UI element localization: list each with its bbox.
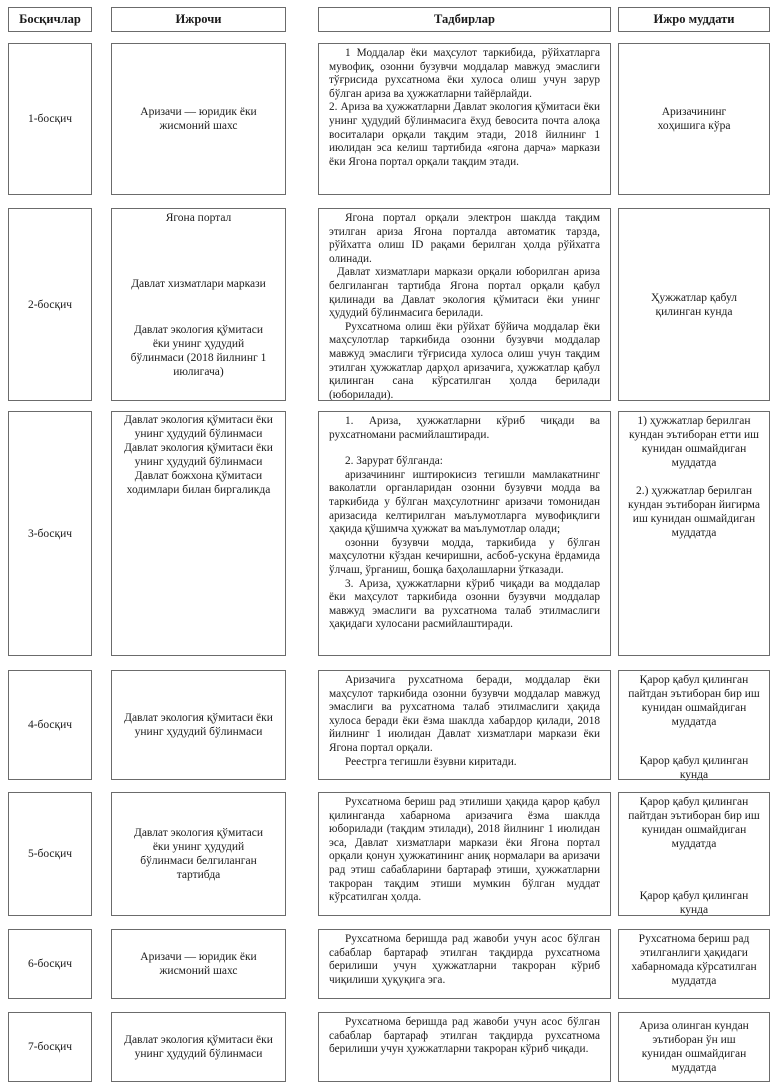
measure-paragraph: 3. Ариза, ҳужжатларни кўриб чиқади ва моддалар ёки маҳсулот таркибида озонни бузувчи моддалар мавжуд эмаслиги ва рухсатнома талаб этилмаслиги ҳақидаги хулосани расмийлаштиради.: [329, 577, 600, 631]
stage-cell: [8, 43, 92, 195]
stage-label: 7-босқич: [27, 1041, 73, 1053]
deadline-text: 2.) ҳужжатлар берилган кундан эътиборан йигирма иш кунидан ошмайдиган муддатда: [628, 485, 760, 539]
executor-text: Давлат экология қўмитаси ёки унинг ҳудудий бўлинмаси белгиланган тартибда: [133, 827, 264, 881]
header-deadline: [618, 7, 770, 32]
measure-paragraph: Рухсатнома бериш рад этилиши ҳақида қарор қабул қилинганда хабарнома аризачига ёзма шаклда юборилади (тақдим этилади), 2018 йилнинг 1 июлидан эса, Давлат хизматлари маркази ёки Ягона портал орқали қонун ҳужжатининг аниқ нормалари ва аризачи рад этиш сабабларини бартараф этиши, ҳужжатларни такроран тақдим этиши мумкин бўлган муддат кўрсатилган ҳолда.: [329, 796, 600, 904]
deadline-cell: [618, 411, 770, 656]
header-measures-label: Тадбирлар: [434, 12, 495, 26]
stage-cell: [8, 1012, 92, 1082]
stage-label: 4-босқич: [27, 719, 73, 731]
deadline-text: Қарор қабул қилинган кунда: [639, 755, 749, 781]
header-executor: [111, 7, 286, 32]
stage-label: 2-босқич: [27, 298, 73, 311]
measures-cell: [318, 670, 611, 780]
measures-cell: [318, 43, 611, 195]
executor-text: Давлат экология қўмитаси ёки унинг ҳудудий бўлинмаси (2018 йилнинг 1 июлигача): [130, 324, 267, 378]
stage-cell: [8, 929, 92, 999]
executor-cell: [111, 670, 286, 780]
measure-paragraph: 1. Ариза, ҳужжатларни кўриб чиқади ва рухсатномани расмийлаштиради.: [329, 415, 600, 441]
header-stage-label: Босқичлар: [19, 12, 81, 26]
executor-cell: [111, 1012, 286, 1082]
deadline-cell: [618, 792, 770, 916]
deadline-text: Қарор қабул қилинган кунда: [639, 890, 749, 916]
deadline-text: Рухсатнома бериш рад этилганлиги ҳақидаги хабарномада кўрсатилган муддатда: [631, 933, 757, 987]
deadline-cell: [618, 929, 770, 999]
deadline-text: 1) ҳужжатлар берилган кундан эътиборан етти иш кунидан ошмайдиган муддатда: [628, 415, 760, 469]
measure-paragraph: Рухсатнома беришда рад жавоби учун асос бўлган сабаблар бартараф этилган тақдирда рухсатнома берилиши учун ҳужжатларни такроран кўриб чиқади.: [329, 1016, 600, 1056]
deadline-cell: [618, 208, 770, 401]
measure-paragraph: Реестрга тегишли ёзувни киритади.: [345, 755, 517, 768]
measure-paragraph: аризачининг иштирокисиз тегишли мамлакатнинг ваколатли органларидан озонни бузувчи модда ва таркибида у бўлган маҳсулотнинг аризачи томонидан аризасида келтирилган маълумотларга мувофиқлиги ҳақида қўшимча ҳужжат ва маълумотлар олади;: [329, 468, 600, 536]
stage-cell: [8, 792, 92, 916]
executor-stack: [112, 412, 285, 497]
measure-paragraph: 2. Ариза ва ҳужжатларни Давлат экология қўмитаси ёки унинг ҳудудий бўлинмасига ёхуд бевосита почта алоқа воситалари орқали тақдим этади, 2018 йилнинг 1 июлидан эса келиш тартибида «ягона дарча» маркази ёки Ягона портал орқали тақдим этади.: [329, 101, 600, 168]
stage-cell: [8, 670, 92, 780]
executor-text: Давлат экология қўмитаси ёки унинг ҳудудий бўлинмаси: [124, 1034, 273, 1060]
executor-text: Давлат экология қўмитаси ёки унинг ҳудудий бўлинмаси: [124, 442, 273, 468]
executor-text: Давлат божхона қўмитаси ходимлари билан биргаликда: [126, 470, 271, 496]
measure-paragraph: Аризачига рухсатнома беради, моддалар ёки маҳсулот таркибида озонни бузувчи моддалар мавжуд эмаслиги ва рухсатнома талаб этилмаслиги ҳақида хулоса беради ёки ёзма шаклда хабардор қилади, 2018 йилнинг 1 июлидан Давлат хизматлари маркази ёки Ягона портал орқали.: [329, 674, 600, 754]
stage-cell: [8, 411, 92, 656]
deadline-text: Қарор қабул қилинган пайтдан эътиборан бир иш кунидан ошмайдиган муддатда: [628, 674, 760, 728]
executor-text: Аризачи — юридик ёки жисмоний шахс: [140, 106, 257, 132]
header-executor-label: Ижрочи: [175, 12, 222, 26]
executor-cell: [111, 792, 286, 916]
deadline-text: Аризачининг хоҳишига кўра: [657, 106, 731, 132]
executor-cell: [111, 208, 286, 401]
measure-paragraph: 2. Зарурат бўлганда:: [345, 455, 443, 468]
stage-label: 6-босқич: [27, 958, 73, 970]
executor-text: Давлат хизматлари маркази: [131, 278, 266, 290]
measure-paragraph: Ягона портал орқали электрон шаклда тақдим этилган ариза Ягона порталда автоматик тарзда, рўйхатга олиш ID рақами берилган ҳолда рўйхатга олинади.: [329, 212, 600, 265]
measures-cell: [318, 929, 611, 999]
header-stage: [8, 7, 92, 32]
header-deadline-label: Ижро муддати: [653, 12, 735, 26]
deadline-text: Ҳужжатлар қабул қилинган кунда: [651, 291, 737, 318]
measure-paragraph: Рухсатнома олиш ёки рўйхат бўйича моддалар ёки маҳсулотлар таркибида озонни бузувчи моддалар мавжуд эмаслиги тўғрисида хулоса олиш учун тақдим этилган ҳужжатлар дарҳол аризачига, ҳужжатлар қабул қилинган сана кўрсатилган ҳолда берилади (юборилади).: [329, 320, 600, 401]
executor-cell: [111, 411, 286, 656]
stage-label: 3-босқич: [27, 527, 73, 540]
measure-paragraph: 1 Моддалар ёки маҳсулот таркибида, рўйхатларга мувофиқ, озонни бузувчи моддалар мавжуд эмаслиги тўғрисида рухсатнома ёки хулоса олиш учун зарур бўлган ариза ва ҳужжатларни тайёрлайди.: [329, 47, 600, 100]
measures-cell: [318, 1012, 611, 1082]
measure-paragraph: озонни бузувчи модда, таркибида у бўлган маҳсулотни кўздан кечиришни, асбоб-ускуна ёрдамида ўлчаш, ўрганиш, бошқа баҳолашларни ўтказади.: [329, 536, 600, 576]
executor-text: Давлат экология қўмитаси ёки унинг ҳудудий бўлинмаси: [124, 414, 273, 440]
deadline-cell: [618, 1012, 770, 1082]
executor-cell: [111, 43, 286, 195]
deadline-cell: [618, 43, 770, 195]
deadline-text: Ариза олинган кундан эътиборан ўн иш кунидан ошмайдиган муддатда: [639, 1020, 749, 1074]
deadline-text: Қарор қабул қилинган пайтдан эътиборан бир иш кунидан ошмайдиган муддатда: [628, 796, 760, 850]
measures-cell: [318, 411, 611, 656]
deadline-cell: [618, 670, 770, 780]
executor-text: Давлат экология қўмитаси ёки унинг ҳудудий бўлинмаси: [124, 712, 273, 738]
stage-label: 1-босқич: [27, 113, 73, 125]
header-measures: [318, 7, 611, 32]
executor-cell: [111, 929, 286, 999]
measure-paragraph: Рухсатнома беришда рад жавоби учун асос бўлган сабаблар бартараф этилган тақдирда рухсатнома берилиши учун ҳужжатларни такроран кўриб чиқилиши ҳуқуқига эга.: [329, 933, 600, 986]
measures-cell: [318, 792, 611, 916]
stage-cell: [8, 208, 92, 401]
stage-label: 5-босқич: [27, 848, 73, 860]
measures-cell: [318, 208, 611, 401]
measure-paragraph: Давлат хизматлари маркази орқали юборилган ариза белгиланган тартибда Ягона портал орқали қабул қилинади ва Давлат экология қўмитаси ёки унинг ҳудудий бўлинмасига берилади.: [329, 266, 600, 320]
executor-text: Аризачи — юридик ёки жисмоний шахс: [140, 951, 257, 977]
executor-text: Ягона портал: [165, 212, 232, 224]
